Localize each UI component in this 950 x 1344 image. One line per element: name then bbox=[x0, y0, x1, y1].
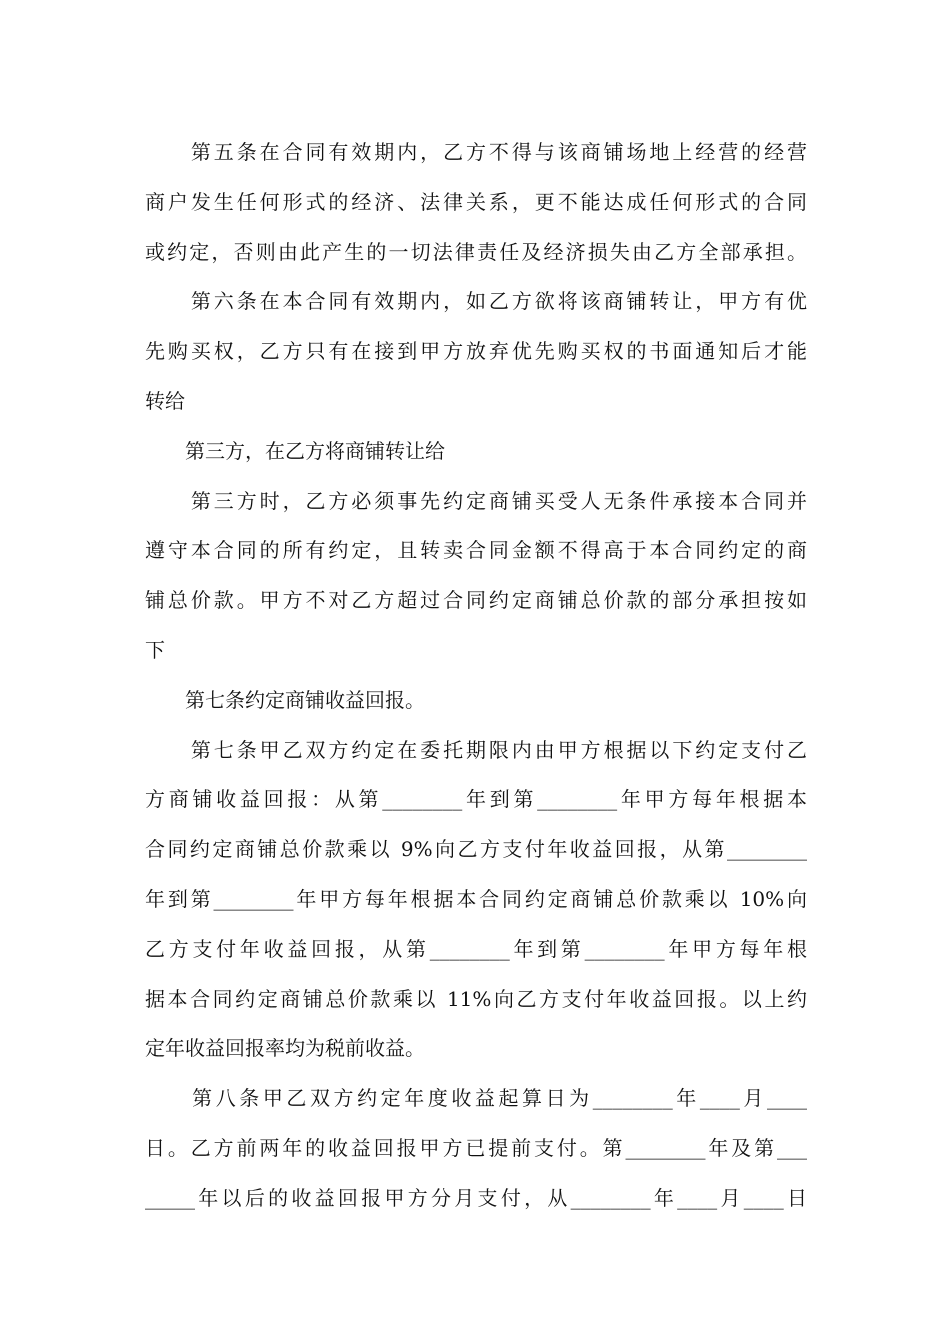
text-line: 方商铺收益回报：从第________年到第________年甲方每年根据本 bbox=[145, 787, 807, 812]
text-line: 商户发生任何形式的经济、法律关系，更不能达成任何形式的合同 bbox=[145, 189, 807, 214]
text-line: 乙方支付年收益回报，从第________年到第________年甲方每年根 bbox=[145, 936, 807, 961]
text-line: 遵守本合同的所有约定，且转卖合同金额不得高于本合同约定的商 bbox=[145, 538, 807, 563]
text-line: 合同约定商铺总价款乘以 9%向乙方支付年收益回报，从第________ bbox=[145, 837, 807, 862]
text-line: 第七条约定商铺收益回报。 bbox=[145, 687, 425, 712]
text-line: 先购买权，乙方只有在接到甲方放弃优先购买权的书面通知后才能 bbox=[145, 339, 807, 364]
text-line: 下 bbox=[145, 637, 165, 662]
text-line: 第三方时，乙方必须事先约定商铺买受人无条件承接本合同并 bbox=[145, 488, 807, 513]
text-line: 据本合同约定商铺总价款乘以 11%向乙方支付年收益回报。以上约 bbox=[145, 986, 807, 1011]
text-line: 第八条甲乙双方约定年度收益起算日为________年____月____ bbox=[145, 1086, 807, 1111]
text-line: 转给 bbox=[145, 388, 185, 413]
text-line: 第三方，在乙方将商铺转让给 bbox=[145, 438, 445, 463]
text-line: 年到第________年甲方每年根据本合同约定商铺总价款乘以 10%向 bbox=[145, 886, 807, 911]
text-line: 铺总价款。甲方不对乙方超过合同约定商铺总价款的部分承担按如 bbox=[145, 588, 807, 613]
contract-text bbox=[145, 128, 807, 1224]
text-line: _____年以后的收益回报甲方分月支付，从________年____月____日 bbox=[145, 1185, 807, 1210]
text-line: 或约定，否则由此产生的一切法律责任及经济损失由乙方全部承担。 bbox=[145, 239, 807, 264]
text-line: 日。乙方前两年的收益回报甲方已提前支付。第________年及第___ bbox=[145, 1135, 807, 1160]
text-line: 第五条在合同有效期内，乙方不得与该商铺场地上经营的经营 bbox=[145, 140, 807, 164]
text-line: 定年收益回报率均为税前收益。 bbox=[145, 1036, 425, 1061]
text-line: 第七条甲乙双方约定在委托期限内由甲方根据以下约定支付乙 bbox=[145, 737, 807, 762]
text-line: 第六条在本合同有效期内，如乙方欲将该商铺转让，甲方有优 bbox=[145, 289, 807, 314]
